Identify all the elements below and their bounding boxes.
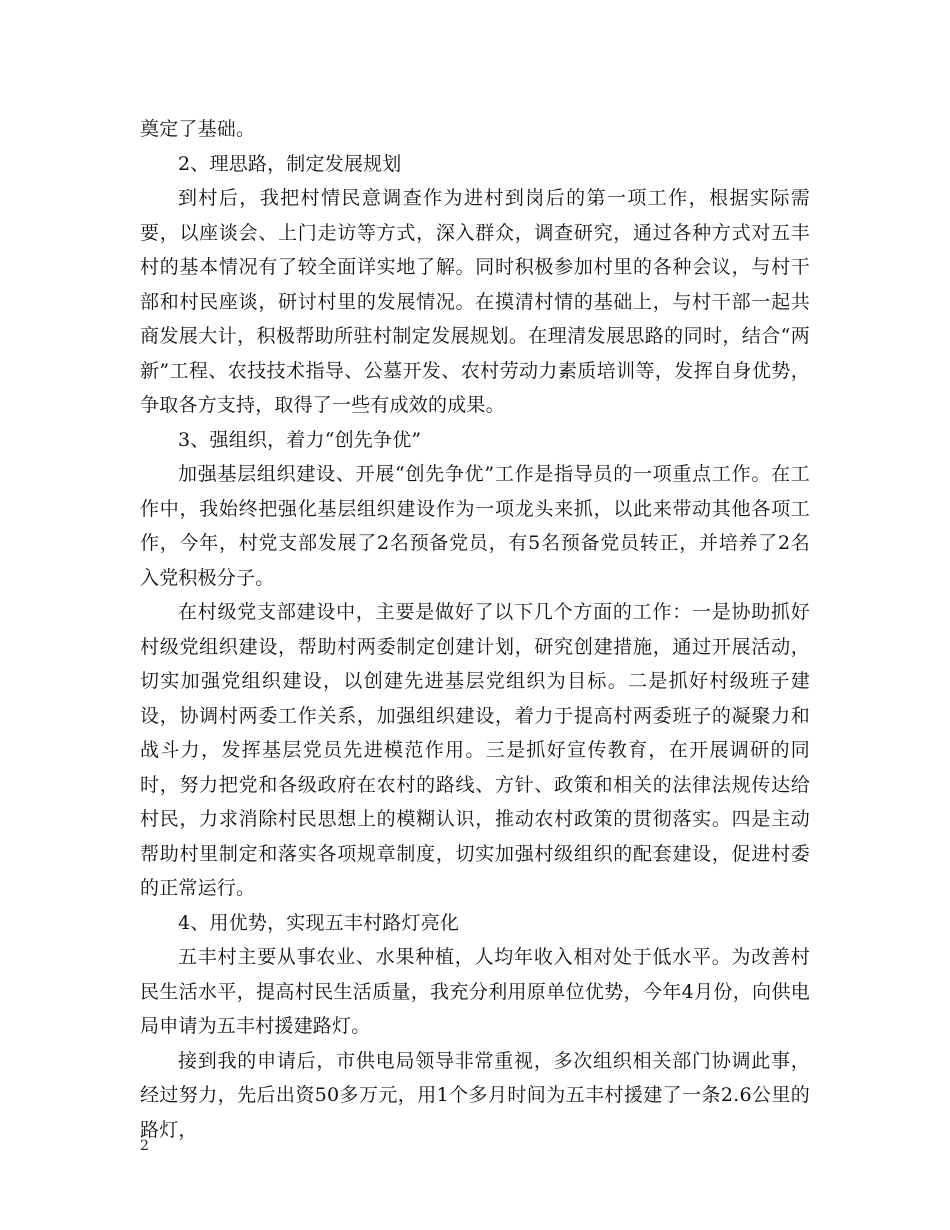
paragraph-continuation: 奠定了基础。 — [140, 118, 256, 140]
section-heading-3: 3、强组织，着力“创先争优” — [178, 428, 422, 451]
paragraph-organization: 加强基层组织建设、开展“创先争优”工作是指导员的一项重点工作。在工作中，我始终把强化基层组织建设作为一项龙头来抓，以此来带动其他各项工作，今年，村党支部发展了2名预备党员，有5名预备党员转正，并培养了2名入党积极分子。 — [140, 463, 810, 589]
paragraph-party-branch: 在村级党支部建设中，主要是做好了以下几个方面的工作：一是协助抓好村级党组织建设，帮助村两委制定创建计划，研究创建措施，通过开展活动，切实加强党组织建设，以创建先进基层党组织为目标。二是抓好村级班子建设，协调村两委工作关系，加强组织建设，着力于提高村两委班子的凝聚力和战斗力，发挥基层党员先进模范作用。三是抓好宣传教育，在开展调研的同时，努力把党和各级政府在农村的路线、方针、政策和相关的法律法规传达给村民，力求消除村民思想上的模糊认识，推动农村政策的贯彻落实。四是主动帮助村里制定和落实各项规章制度，切实加强村级组织的配套建设，促进村委的正常运行。 — [140, 601, 810, 899]
paragraph-planning: 到村后，我把村情民意调查作为进村到岗后的第一项工作，根据实际需要，以座谈会、上门走访等方式，深入群众，调查研究，通过各种方式对五丰村的基本情况有了较全面详实地了解。同时积极参加村里的各种会议，与村干部和村民座谈，研讨村里的发展情况。在摸清村情的基础上，与村干部一起共商发展大计，积极帮助所驻村制定发展规划。在理清发展思路的同时，结合“两新”工程、农技技术指导、公墓开发、农村劳动力素质培训等，发挥自身优势，争取各方支持，取得了一些有成效的成果。 — [140, 187, 810, 416]
paragraph-streetlights: 五丰村主要从事农业、水果种植，人均年收入相对处于低水平。为改善村民生活水平，提高村民生活质量，我充分利用原单位优势，今年4月份，向供电局申请为五丰村援建路灯。 — [140, 946, 810, 1037]
section-heading-2: 2、理思路，制定发展规划 — [178, 152, 402, 175]
page-number: 2 — [140, 1138, 149, 1154]
section-heading-4: 4、用优势，实现五丰村路灯亮化 — [178, 911, 460, 934]
paragraph-power-bureau: 接到我的申请后，市供电局领导非常重视，多次组织相关部门协调此事，经过努力，先后出资50多万元，用1个多月时间为五丰村援建了一条2.6公里的路灯， — [140, 1049, 810, 1141]
document-body — [140, 112, 810, 1147]
